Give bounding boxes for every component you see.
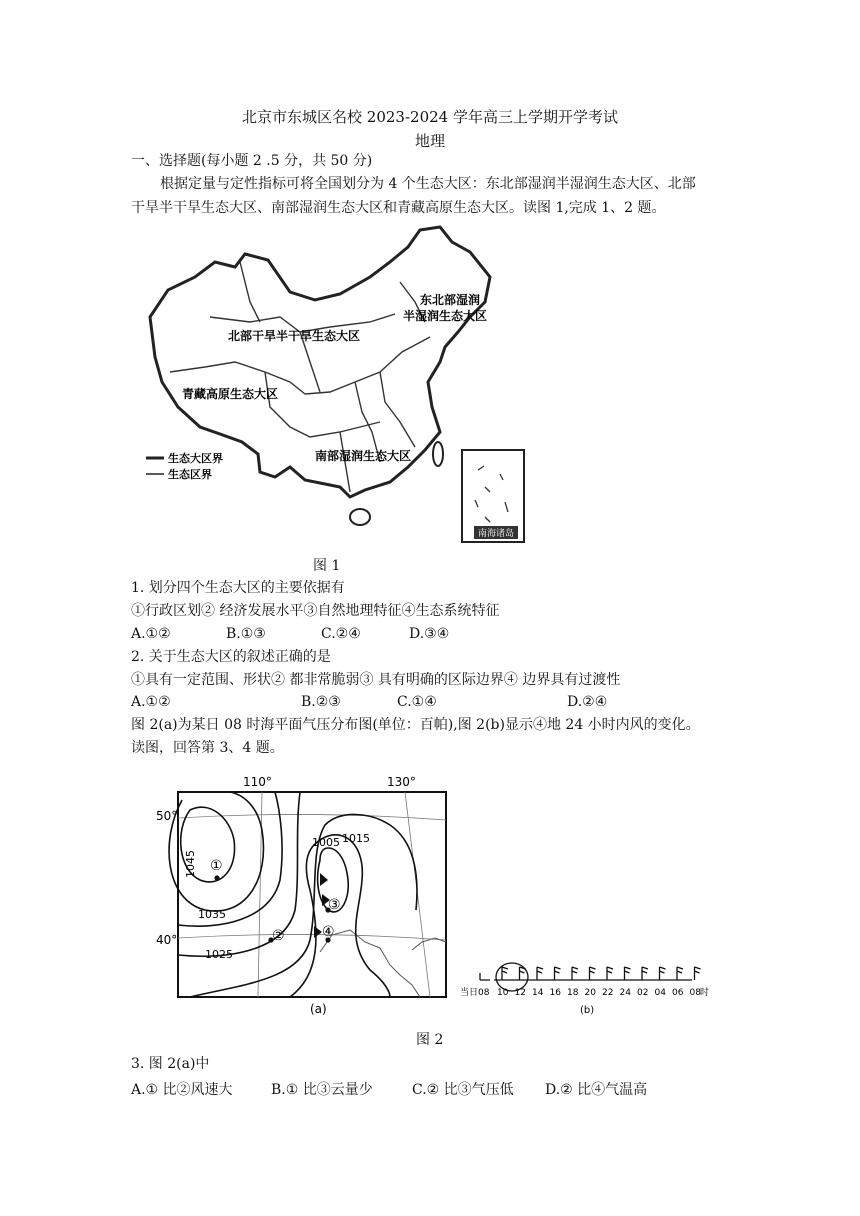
q1-items: ①行政区划② 经济发展水平③自然地理特征④生态系统特征 (131, 603, 500, 619)
wind-barb-6 (607, 967, 613, 980)
label-south-region: 南部湿润生态大区 (315, 449, 412, 463)
china-ecoregion-map (140, 222, 530, 548)
time-tick-6: 22 (602, 988, 614, 998)
q3-stem: 3. 图 2(a)中 (131, 1056, 210, 1072)
axis-prefix: 当日08 (460, 988, 490, 998)
wind-barb-4 (572, 967, 578, 980)
time-tick-9: 04 (654, 988, 666, 998)
inset-label: 南海诸岛 (478, 529, 515, 539)
point-1: ① (210, 858, 223, 874)
wind-timeline (460, 955, 720, 1020)
lat-label-50: 50° (156, 809, 178, 823)
time-tick-4: 18 (567, 988, 579, 998)
isobar-label-1015: 1015 (342, 832, 370, 845)
wind-barb-7 (625, 967, 631, 980)
intro-line-1: 根据定量与定性指标可将全国划分为 4 个生态大区：东北部湿润半湿润生态大区、北部 (160, 176, 696, 192)
section-heading: 一、选择题(每小题 2 .5 分，共 50 分) (131, 153, 373, 169)
isobar-label-1045: 1045 (184, 850, 197, 878)
q1-stem: 1. 划分四个生态大区的主要依据有 (131, 580, 345, 596)
time-tick-3: 16 (549, 988, 561, 998)
time-tick-1: 12 (514, 988, 526, 998)
lon-label-130: 130° (387, 775, 416, 789)
q2-option-b[interactable]: B.②③ (301, 694, 341, 710)
point-4: ④ (322, 924, 335, 940)
time-tick-7: 24 (619, 988, 631, 998)
exam-title: 北京市东城区名校 2023-2024 学年高三上学期开学考试 (242, 108, 618, 126)
isobar-label-1035: 1035 (198, 908, 226, 921)
intro-line-2: 干旱半干旱生态大区、南部湿润生态大区和青藏高原生态大区。读图 1,完成 1、2 题。 (131, 200, 666, 216)
wind-barb-10 (677, 967, 683, 980)
figure-2-caption: 图 2 (416, 1032, 444, 1048)
wind-barb-5 (590, 967, 596, 980)
label-northeast-1: 东北部湿润 (420, 293, 481, 307)
wind-barb-11 (695, 967, 701, 980)
wind-barb-0 (502, 967, 508, 980)
label-tibet-region: 青藏高原生态大区 (182, 387, 279, 401)
q2-option-c[interactable]: C.①④ (397, 694, 437, 710)
q2-stem: 2. 关于生态大区的叙述正确的是 (131, 649, 331, 665)
legend-minor-boundary: 生态区界 (168, 468, 212, 481)
time-tick-8: 02 (637, 988, 649, 998)
q1-option-c[interactable]: C.②④ (321, 626, 361, 642)
legend-major-boundary: 生态大区界 (168, 452, 223, 465)
lat-label-40: 40° (156, 933, 178, 947)
isobar-label-1025: 1025 (205, 948, 233, 961)
q2-option-d[interactable]: D.②④ (567, 694, 608, 710)
q3-option-a[interactable]: A.① 比②风速大 (131, 1082, 233, 1098)
point-3: ③ (328, 897, 341, 913)
time-tick-5: 20 (584, 988, 596, 998)
isobar-label-1005: 1005 (312, 836, 340, 849)
label-northeast-2: 半湿润生态大区 (403, 309, 488, 323)
time-tick-10: 06 (672, 988, 684, 998)
wind-barb-3 (555, 967, 561, 980)
q3-option-b[interactable]: B.① 比③云量少 (271, 1082, 373, 1098)
chart-sublabel-b: (b) (580, 1005, 595, 1016)
q3-option-c[interactable]: C.② 比③气压低 (412, 1082, 514, 1098)
label-north-region: 北部干旱半干旱生态大区 (228, 329, 361, 343)
fig2-intro-line-1: 图 2(a)为某日 08 时海平面气压分布图(单位：百帕),图 2(b)显示④地 24 小时内风的变化。 (131, 717, 700, 733)
axis-unit: 时 (700, 988, 710, 998)
q2-option-a[interactable]: A.①② (131, 694, 171, 710)
q3-option-d[interactable]: D.② 比④气温高 (545, 1082, 648, 1098)
subject-title: 地理 (414, 132, 445, 150)
q1-option-a[interactable]: A.①② (131, 626, 171, 642)
q1-option-b[interactable]: B.①③ (226, 626, 266, 642)
wind-barb-2 (537, 967, 543, 980)
time-tick-0: 10 (497, 988, 509, 998)
wind-barb-8 (642, 967, 648, 980)
point-2: ② (272, 928, 285, 944)
map-sublabel-a: (a) (310, 1002, 327, 1016)
time-tick-11: 08 (689, 988, 701, 998)
figure-1-caption: 图 1 (313, 558, 341, 574)
q2-items: ①具有一定范围、形状② 都非常脆弱③ 具有明确的区际边界④ 边界具有过渡性 (131, 672, 621, 688)
wind-barb-9 (660, 967, 666, 980)
time-tick-2: 14 (532, 988, 544, 998)
pressure-map (150, 770, 455, 1020)
lon-label-110: 110° (243, 775, 272, 789)
fig2-intro-line-2: 读图，回答第 3、4 题。 (131, 740, 284, 756)
q1-option-d[interactable]: D.③④ (409, 626, 450, 642)
